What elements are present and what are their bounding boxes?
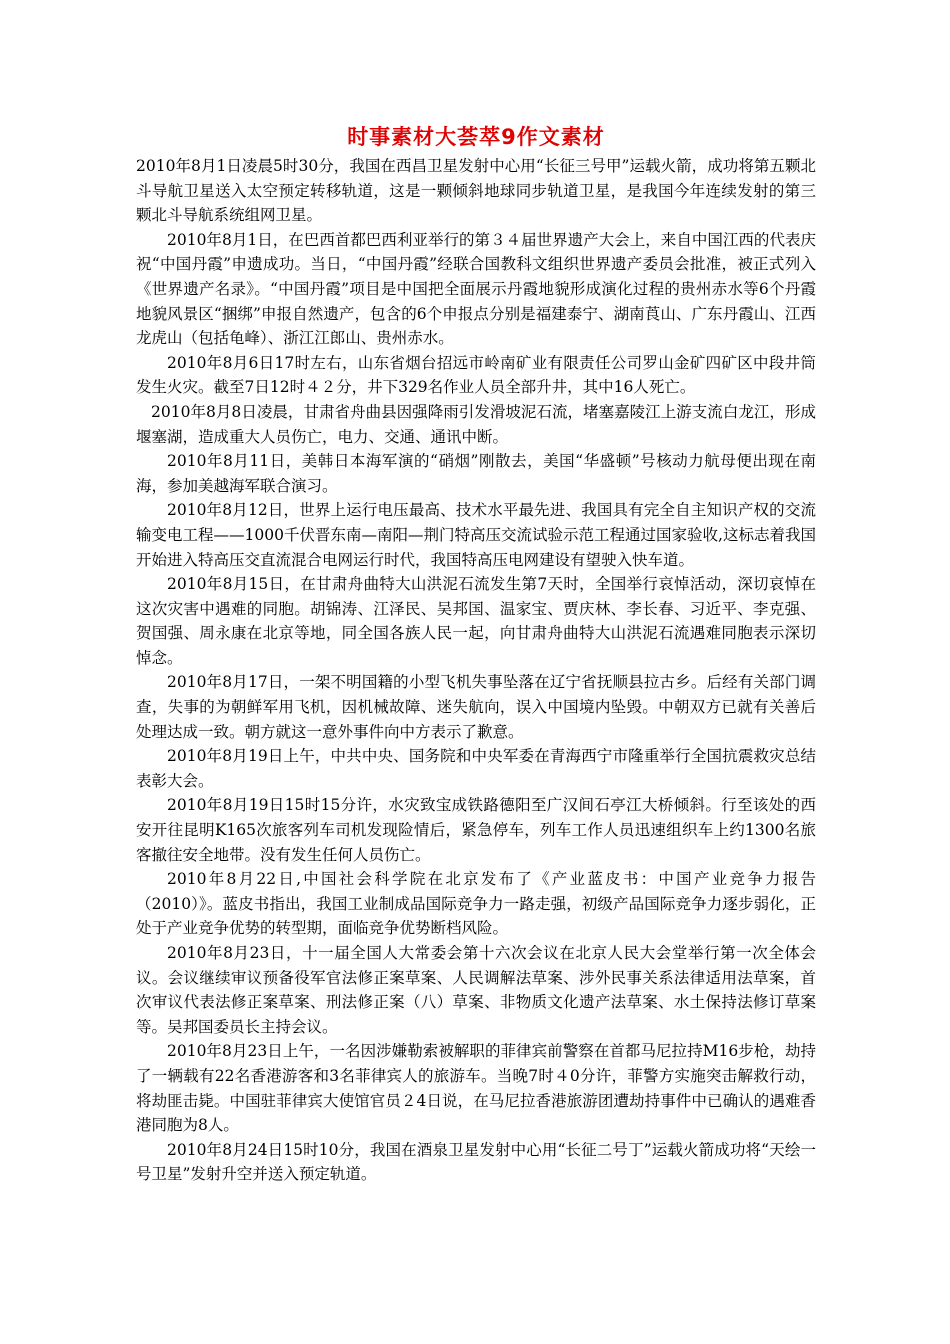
paragraph-14: 2010年8月24日15时10分，我国在酒泉卫星发射中心用“长征二号丁”运载火箭成功将“天绘一号卫星”发射升空并送入预定轨道。	[136, 1140, 816, 1184]
paragraph-7: 2010年8月15日，在甘肃舟曲特大山洪泥石流发生第7天时，全国举行哀悼活动，深切哀悼在这次灾害中遇难的同胞。胡锦涛、江泽民、吴邦国、温家宝、贾庆林、李长春、习近平、李克强、贺国强、周永康在北京等地，同全国各族人民一起，向甘肃舟曲特大山洪泥石流遇难同胞表示深切悼念。	[136, 575, 816, 667]
paragraph-6: 2010年8月12日，世界上运行电压最高、技术水平最先进、我国具有完全自主知识产权的交流输变电工程——1000千伏晋东南—南阳—荆门特高压交流试验示范工程通过国家验收,这标志着我国开始进入特高压交直流混合电网运行时代，我国特高压电网建设有望驶入快车道。	[136, 501, 816, 569]
paragraph-1: 2010年8月1日凌晨5时30分，我国在西昌卫星发射中心用“长征三号甲”运载火箭，成功将第五颗北斗导航卫星送入太空预定转移轨道，这是一颗倾斜地球同步轨道卫星，是我国今年连续发射的第三颗北斗导航系统组网卫星。	[136, 157, 816, 225]
paragraph-13: 2010年8月23日上午，一名因涉嫌勒索被解职的菲律宾前警察在首都马尼拉持M16步枪，劫持了一辆载有22名香港游客和3名菲律宾人的旅游车。当晚7时４0分许，菲警方实施突击解救行动，将劫匪击毙。中国驻菲律宾大使馆官员２4日说，在马尼拉香港旅游团遭劫持事件中已确认的遇难香港同胞为8人。	[136, 1042, 816, 1135]
paragraph-3: 2010年8月6日17时左右，山东省烟台招远市岭南矿业有限责任公司罗山金矿四矿区中段井筒发生火灾。截至7日12时４２分，井下329名作业人员全部升井，其中16人死亡。	[136, 353, 816, 397]
paragraph-12: 2010年8月23日，十一届全国人大常委会第十六次会议在北京人民大会堂举行第一次全体会议。会议继续审议预备役军官法修正案草案、人民调解法草案、涉外民事关系法律适用法草案，首次审议代表法修正案草案、刑法修正案（八）草案、非物质文化遗产法草案、水土保持法修订草案等。吴邦国委员长主持会议。	[136, 944, 816, 1036]
document-title: 时事素材大荟萃9作文素材	[347, 125, 605, 149]
paragraph-8: 2010年8月17日，一架不明国籍的小型飞机失事坠落在辽宁省抚顺县拉古乡。后经有关部门调查，失事的为朝鲜军用飞机，因机械故障、迷失航向，误入中国境内坠毁。中朝双方已就有关善后处理达成一致。朝方就这一意外事件向中方表示了歉意。	[136, 673, 816, 741]
document-body	[136, 122, 816, 1187]
paragraph-2: 2010年8月1日，在巴西首都巴西利亚举行的第３４届世界遗产大会上，来自中国江西的代表庆祝“中国丹霞”申遗成功。当日，“中国丹霞”经联合国教科文组织世界遗产委员会批准，被正式列入《世界遗产名录》。“中国丹霞”项目是中国把全面展示丹霞地貌形成演化过程的贵州赤水等6个丹霞地貌风景区“捆绑”申报自然遗产，包含的6个申报点分别是福建泰宁、湖南莨山、广东丹霞山、江西龙虎山（包括龟峰）、浙江江郎山、贵州赤水。	[136, 230, 816, 348]
paragraph-11: 2010年8月22日,中国社会科学院在北京发布了《产业蓝皮书：中国产业竞争力报告（2010）》。蓝皮书指出，我国工业制成品国际竞争力一路走强，初级产品国际竞争力逐步弱化，正处于产业竞争优势的转型期，面临竞争优势断档风险。	[136, 870, 816, 938]
paragraph-4: 2010年8月8日凌晨，甘肃省舟曲县因强降雨引发滑坡泥石流，堵塞嘉陵江上游支流白龙江，形成堰塞湖，造成重大人员伤亡，电力、交通、通讯中断。	[136, 402, 816, 446]
paragraph-9: 2010年8月19日上午，中共中央、国务院和中央军委在青海西宁市隆重举行全国抗震救灾总结表彰大会。	[136, 747, 816, 790]
paragraph-5: 2010年8月11日，美韩日本海军演的“硝烟”刚散去，美国“华盛顿”号核动力航母便出现在南海，参加美越海军联合演习。	[136, 452, 816, 495]
paragraph-10: 2010年8月19日15时15分许，水灾致宝成铁路德阳至广汉间石亭江大桥倾斜。行至该处的西安开往昆明K165次旅客列车司机发现险情后，紧急停车，列车工作人员迅速组织车上约1300名旅客撤往安全地带。没有发生任何人员伤亡。	[136, 796, 816, 864]
